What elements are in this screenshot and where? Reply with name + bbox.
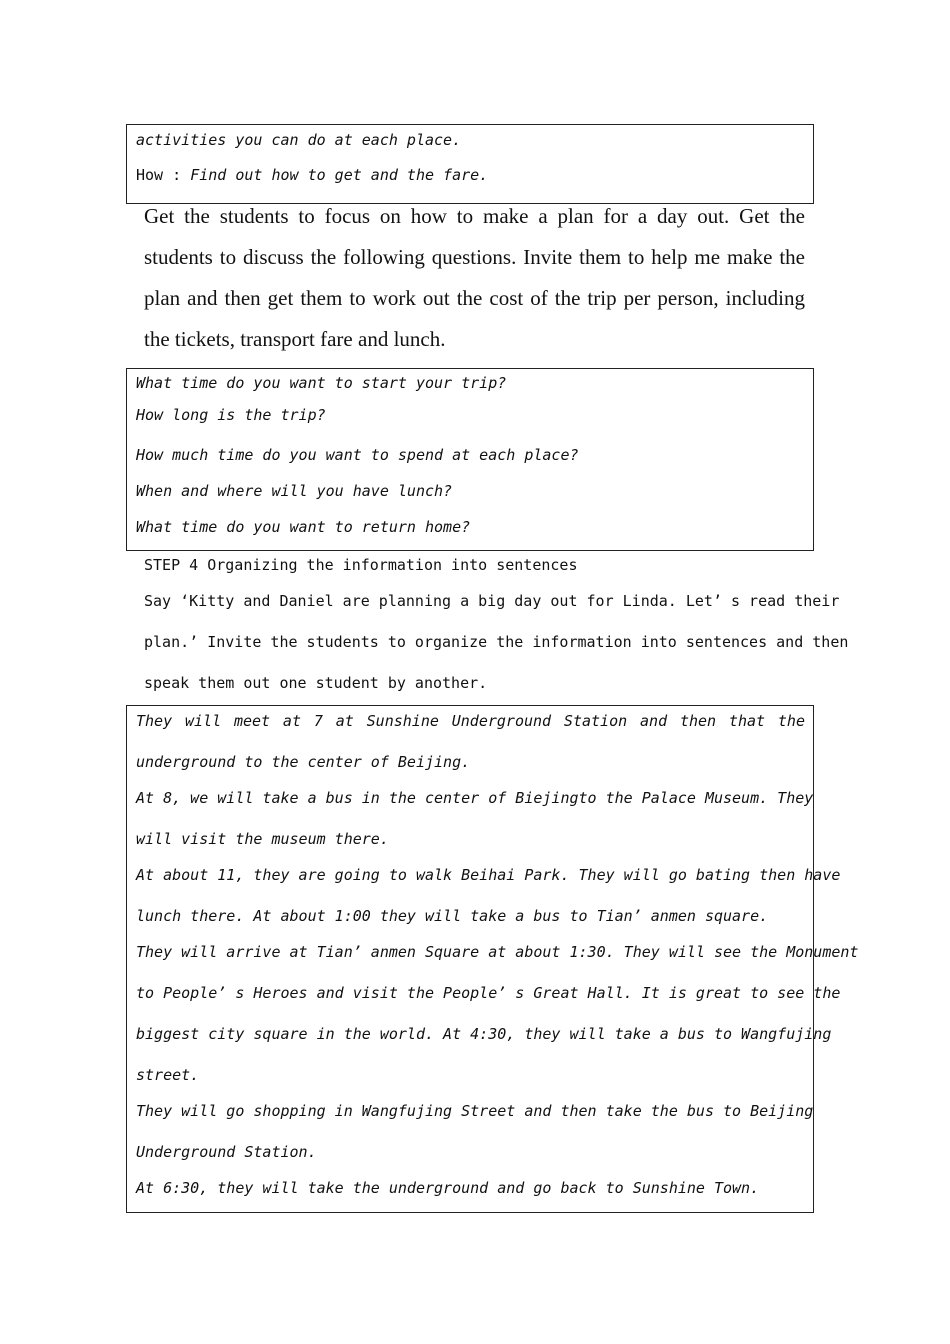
plan-line: to People’ s Heroes and visit the People’ s Great Hall. It is great to see the xyxy=(136,984,841,1002)
plan-line: biggest city square in the world. At 4:30, they will take a bus to Wangfujing xyxy=(136,1025,832,1043)
plan-line: lunch there. At about 1:00 they will take a bus to Tian’ anmen square. xyxy=(136,907,769,925)
plan-line: At 6:30, they will take the underground and go back to Sunshine Town. xyxy=(136,1179,760,1197)
question-item: What time do you want to return home? xyxy=(136,518,471,536)
top-info-box xyxy=(126,124,814,204)
plan-line: Underground Station. xyxy=(136,1143,317,1161)
question-item: How much time do you want to spend at each place? xyxy=(136,446,579,464)
plan-line: They will go shopping in Wangfujing Street and then take the bus to Beijing xyxy=(136,1102,814,1120)
plan-line: underground to the center of Beijing. xyxy=(136,753,471,771)
plan-line: At about 11, they are going to walk Beihai Park. They will go bating then have xyxy=(136,866,841,884)
plan-line: will visit the museum there. xyxy=(136,830,389,848)
question-item: How long is the trip? xyxy=(136,406,326,424)
questions-box xyxy=(126,368,814,551)
how-text: Find out how to get and the fare. xyxy=(190,166,489,184)
intro-paragraph: Get the students to focus on how to make a plan for a day out. Get the students to discuss the following questions. Invite them to help me make the plan and then get them to work out the cost of the trip per person, including the tickets, transport fare and lunch. xyxy=(144,204,805,351)
plan-line: They will arrive at Tian’ anmen Square at about 1:30. They will see the Monument xyxy=(136,943,859,961)
question-item: When and where will you have lunch? xyxy=(136,482,453,500)
how-line xyxy=(136,165,488,185)
step4-heading: STEP 4 Organizing the information into sentences xyxy=(144,556,578,574)
step4-text-line: speak them out one student by another. xyxy=(144,674,488,692)
how-label: How : xyxy=(136,166,191,184)
plan-line: They will meet at 7 at Sunshine Underground Station and then that the xyxy=(136,712,805,730)
step4-text-line: Say ‘Kitty and Daniel are planning a big day out for Linda. Let’ s read their xyxy=(144,592,840,610)
plan-line: street. xyxy=(136,1066,200,1084)
activities-line: activities you can do at each place. xyxy=(136,131,462,149)
question-item: What time do you want to start your trip? xyxy=(136,374,507,392)
plan-box xyxy=(126,705,859,1213)
plan-line: At 8, we will take a bus in the center of Biejingto the Palace Museum. They xyxy=(136,789,814,807)
step4-text-line: plan.’ Invite the students to organize the information into sentences and then xyxy=(144,633,849,651)
